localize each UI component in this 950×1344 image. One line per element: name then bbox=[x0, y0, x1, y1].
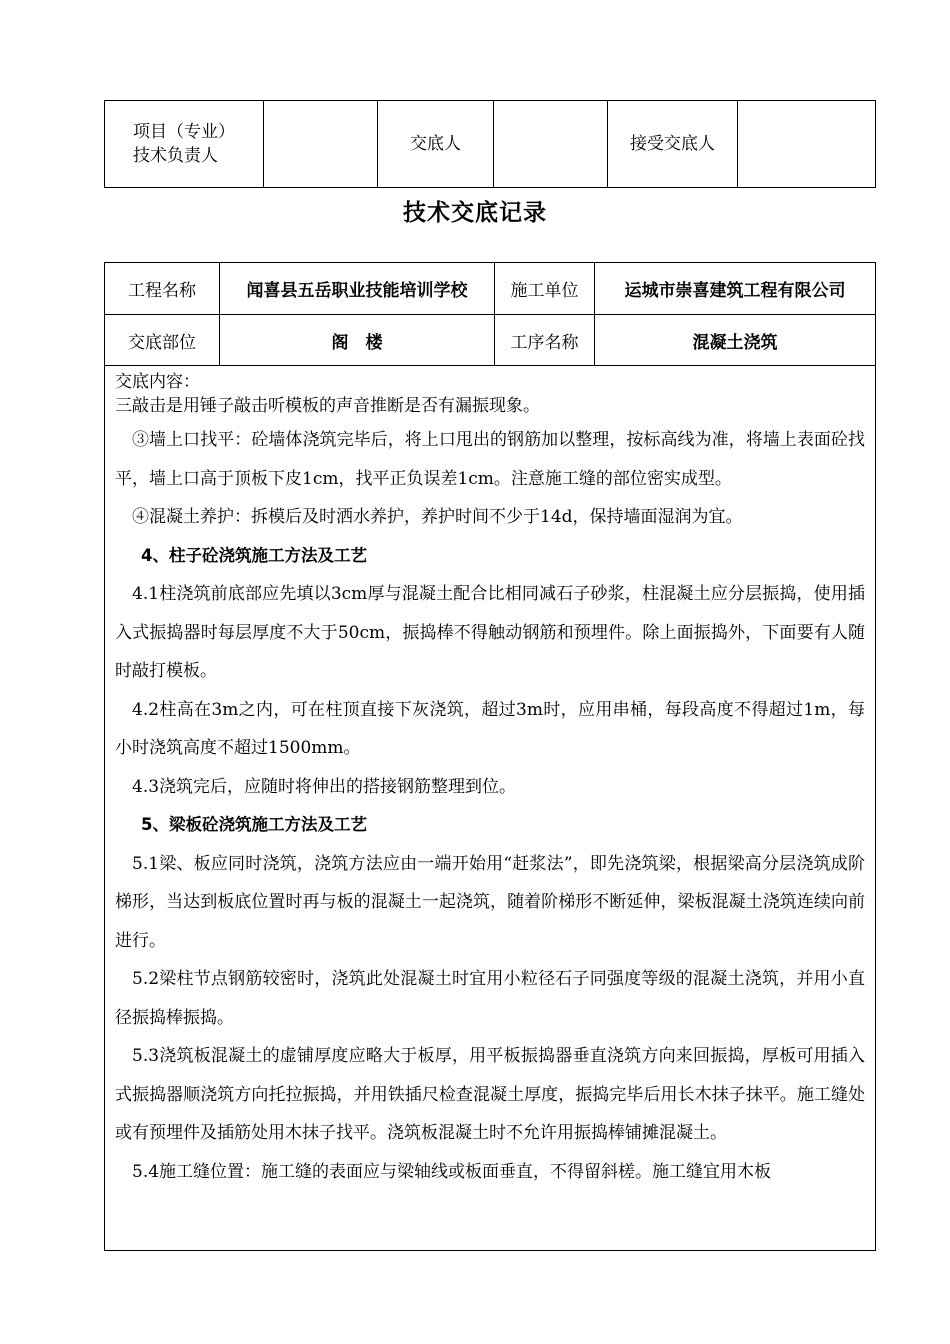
location-label: 交底部位 bbox=[105, 315, 220, 366]
content-cell bbox=[105, 366, 876, 1251]
project-name-label: 工程名称 bbox=[105, 263, 220, 315]
location-value: 阁 楼 bbox=[220, 315, 495, 366]
receiver-value bbox=[738, 101, 876, 188]
project-lead-label bbox=[105, 101, 264, 188]
content-heading: 交底内容： bbox=[115, 372, 200, 392]
project-name-value: 闻喜县五岳职业技能培训学校 bbox=[220, 263, 495, 315]
content-paragraph: ④混凝土养护：拆模后及时洒水养护，养护时间不少于14d，保持墙面湿润为宜。 bbox=[132, 507, 743, 527]
constructor-label: 施工单位 bbox=[495, 263, 595, 315]
record-table bbox=[104, 262, 876, 1251]
content-paragraph: 4.3浇筑完后，应随时将伸出的搭接钢筋整理到位。 bbox=[132, 776, 517, 797]
content-paragraph: 4.1柱浇筑前底部应先填以3cm厚与混凝土配合比相同减石子砂浆，柱混凝土应分层振捣，使用插入式振捣器时每层厚度不大于50cm，振捣棒不得触动钢筋和预埋件。除上面振捣外，下面要有人随时敲打模板。 bbox=[115, 584, 865, 681]
content-paragraph: ③墙上口找平：砼墙体浇筑完毕后，将上口甩出的钢筋加以整理，按标高线为准，将墙上表面砼找平，墙上口高于顶板下皮1cm，找平正负误差1cm。注意施工缝的部位密实成型。 bbox=[115, 430, 865, 489]
section-heading-4: 4、柱子砼浇筑施工方法及工艺 bbox=[141, 545, 367, 565]
content-paragraph: 4.2柱高在3m之内，可在柱顶直接下灰浇筑，超过3m时，应用串桶，每段高度不得超过1m，每小时浇筑高度不超过1500mm。 bbox=[115, 699, 865, 758]
section-heading-5: 5、梁板砼浇筑施工方法及工艺 bbox=[141, 815, 367, 834]
process-label: 工序名称 bbox=[495, 315, 595, 366]
receiver-label: 接受交底人 bbox=[608, 101, 738, 188]
project-lead-value bbox=[264, 101, 378, 188]
project-lead-label-line2: 技术负责人 bbox=[133, 146, 218, 166]
handover-person-value bbox=[494, 101, 608, 188]
content-paragraph: 5.1梁、板应同时浇筑，浇筑方法应由一端开始用“赶浆法”，即先浇筑梁，根据梁高分层浇筑成阶梯形，当达到板底位置时再与板的混凝土一起浇筑，随着阶梯形不断延伸，梁板混凝土浇筑连续向前进行。 bbox=[115, 853, 865, 951]
content-paragraph: 5.3浇筑板混凝土的虚铺厚度应略大于板厚，用平板振捣器垂直浇筑方向来回振捣，厚板可用插入式振捣器顺浇筑方向托拉振捣，并用铁插尺检查混凝土厚度，振捣完毕后用长木抹子抹平。施工缝处或有预埋件及插筋处用木抹子找平。浇筑板混凝土时不允许用振捣棒铺摊混凝土。 bbox=[115, 1046, 865, 1143]
signature-table bbox=[104, 100, 876, 188]
content-paragraph: 5.4施工缝位置：施工缝的表面应与梁轴线或板面垂直，不得留斜槎。施工缝宜用木板 bbox=[132, 1161, 772, 1182]
handover-person-label: 交底人 bbox=[378, 101, 494, 188]
content-paragraph: 5.2梁柱节点钢筋较密时，浇筑此处混凝土时宜用小粒径石子同强度等级的混凝土浇筑，并用小直径振捣棒振捣。 bbox=[115, 969, 865, 1028]
content-paragraph: 三敲击是用锤子敲击听模板的声音推断是否有漏振现象。 bbox=[115, 396, 540, 416]
project-lead-label-line1: 项目（专业） bbox=[133, 122, 235, 142]
constructor-value: 运城市崇喜建筑工程有限公司 bbox=[595, 263, 876, 315]
page-title: 技术交底记录 bbox=[403, 200, 547, 226]
process-value: 混凝土浇筑 bbox=[595, 315, 876, 366]
